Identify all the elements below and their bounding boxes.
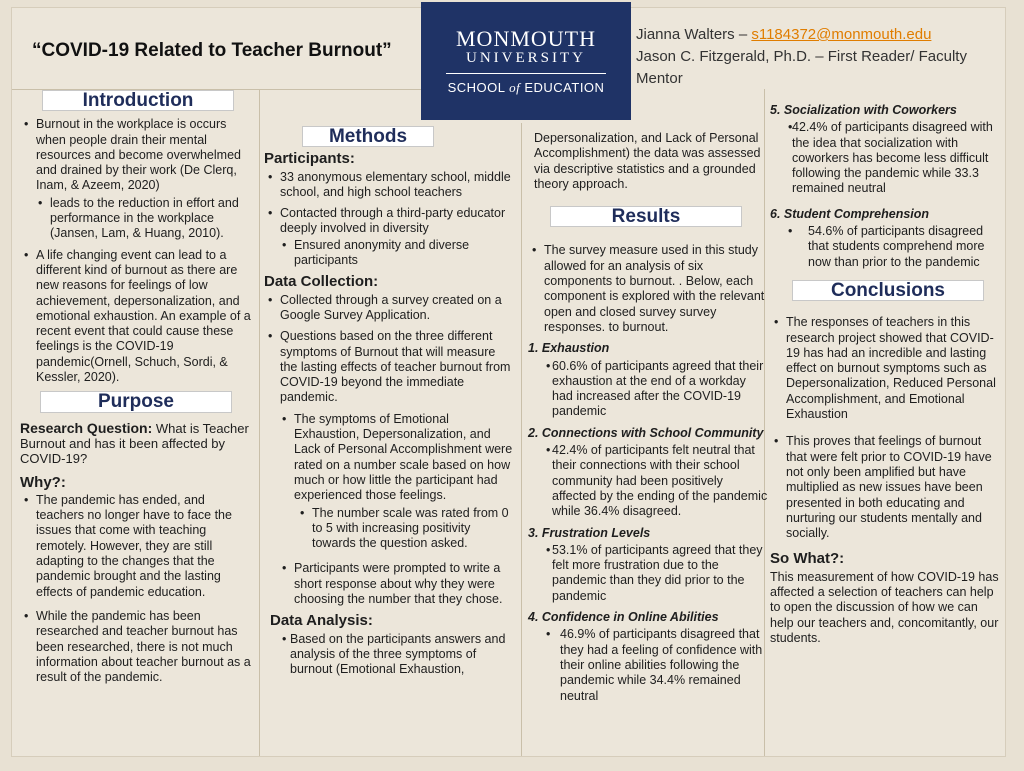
poster-title: “COVID-19 Related to Teacher Burnout” (32, 40, 392, 61)
result-4-title: 4. Confidence in Online Abilities (528, 610, 719, 625)
participants-label: Participants: (264, 150, 355, 168)
result-2-title: 2. Connections with School Community (528, 425, 764, 440)
author-block (636, 24, 996, 90)
list-item: • A life changing event can lead to a different kind of burnout as there are new reasons for feelings of low achievement, depersonalization, and emotional exhaustion. An example of a recent event that could cause these feelings is the COVID-19 pandemic(Ornell, Schuch, Sordi, & Kessler, 2020). (20, 248, 255, 386)
introduction-list (20, 117, 255, 385)
list-item: • Participants were prompted to write a short response about why they were choosing the number that they chose. (264, 561, 516, 607)
results-intro-list (528, 243, 768, 335)
logo-rule (446, 73, 606, 74)
so-what-label: So What?: (770, 550, 845, 568)
methods-heading: Methods (302, 126, 434, 147)
result-1-list (528, 359, 768, 420)
logo-university: UNIVERSITY (466, 50, 586, 66)
result-3-list (528, 543, 768, 604)
list-item: • Based on the participants answers and analysis of the three symptoms of burnout (Emotional Exhaustion, (264, 632, 516, 678)
list-item: • The pandemic has ended, and teachers no longer have to face the issues that come with teaching remotely. However, they are still adapting to the changes that the pandemic brought and the lasting effects of pandemic education. (20, 493, 255, 600)
author-1: Jianna Walters – s1184372@monmouth.edu (636, 26, 932, 43)
participants-list (264, 170, 516, 269)
result-5-list (770, 120, 1002, 196)
list-item: • Questions based on the three different symptoms of Burnout that will measure the lasting effects of teacher burnout from COVID-19 beyond the immediate pandemic. (264, 329, 516, 405)
list-item: • 54.6% of participants disagreed that students comprehend more now than prior to the pandemic (770, 224, 1002, 270)
list-item: • Ensured anonymity and diverse participants (264, 238, 516, 269)
list-item: • 33 anonymous elementary school, middle school, and high school teachers (264, 170, 516, 201)
introduction-heading: Introduction (42, 90, 234, 111)
result-6-title: 6. Student Comprehension (770, 206, 930, 221)
list-item: • 60.6% of participants agreed that their exhaustion at the end of a workday had increased after the COVID-19 pandemic (528, 359, 768, 420)
results-heading: Results (550, 206, 742, 227)
list-item: • The responses of teachers in this research project showed that COVID-19 has had an incredible and lasting effect on burnout symptoms such as Depersonalization, Reduced Personal Accomplishment, and Emotional Exhaustion (770, 315, 1002, 422)
list-item: • leads to the reduction in effort and performance in the workplace (Jansen, Lam, & Huang, 2010). (20, 196, 255, 242)
list-item: • 53.1% of participants agreed that they felt more frustration due to the pandemic than they did prior to the pandemic (528, 543, 768, 604)
list-item: • Contacted through a third-party educator deeply involved in diversity (264, 206, 516, 237)
data-analysis-list (264, 632, 516, 678)
list-item: • The symptoms of Emotional Exhaustion, Depersonalization, and Lack of Personal Accomplishment were rated on a number scale based on how much or how little the participant had experienced those feelings. (264, 412, 516, 504)
column-1 (20, 90, 255, 691)
column-3 (528, 131, 768, 710)
logo-monmouth: MONMOUTH (456, 26, 596, 51)
data-collection-list (264, 293, 516, 608)
result-3-title: 3. Frustration Levels (528, 525, 651, 540)
author-2: Jason C. Fitzgerald, Ph.D. – First Reader/ Faculty Mentor (636, 48, 967, 87)
list-item: • 42.4% of participants felt neutral that their connections with their school community had been positively affected by the ending of the pandemic while 36.4% disagreed. (528, 443, 768, 519)
why-label: Why?: (20, 473, 66, 491)
result-2-list (528, 443, 768, 519)
column-divider-2 (521, 123, 522, 756)
result-4-list (528, 627, 768, 703)
why-list (20, 493, 255, 686)
list-item: • The survey measure used in this study allowed for an analysis of six components to burnout. . Below, each component is explored with the relevant open and closed survey survey responses. to burnout. (528, 243, 768, 335)
conclusions-heading: Conclusions (792, 280, 984, 301)
conclusions-list (770, 315, 1002, 541)
so-what-text: This measurement of how COVID-19 has affected a selection of teachers can help to open the discussion of how we can help our teachers and, concomitantly, our students. (770, 569, 999, 645)
data-analysis-label: Data Analysis: (270, 612, 373, 630)
list-item: • 46.9% of participants disagreed that they had a feeling of confidence with their online abilities following the pandemic while 34.4% remained neutral (528, 627, 768, 703)
column-2 (264, 126, 516, 684)
result-5-title: 5. Socialization with Coworkers (770, 103, 957, 117)
list-item: • This proves that feelings of burnout that were felt prior to COVID-19 have not only been amplified but have multiplied as new issues have been presented in both educating and nurturing our students mentally and socially. (770, 434, 1002, 541)
column-4 (770, 99, 1002, 646)
result-6-list (770, 224, 1002, 270)
column-divider-1 (259, 89, 260, 756)
logo-school-of-education: SCHOOL of EDUCATION (447, 80, 605, 95)
data-analysis-continued: Depersonalization, and Lack of Personal Accomplishment) the data was assessed via descriptive statistics and a grounded theory approach. (534, 131, 761, 191)
list-item: • Collected through a survey created on a Google Survey Application. (264, 293, 516, 324)
list-item: • The number scale was rated from 0 to 5 with increasing positivity towards the question asked. (264, 506, 516, 552)
list-item: • 42.4% of participants disagreed with the idea that socialization with coworkers has become less difficult following the pandemic while 33.3 remained neutral (770, 120, 1002, 196)
research-question: Research Question: What is Teacher Burnout and has it been affected by COVID-19? (20, 419, 249, 467)
list-item: • Burnout in the workplace is occurs when people drain their mental resources and become overwhelmed and drained by their work (De Clerq, Inam, & Azeem, 2020) (20, 117, 255, 193)
result-1-title: 1. Exhaustion (528, 341, 610, 356)
author-email-link[interactable]: s1184372@monmouth.edu (751, 26, 932, 43)
data-collection-label: Data Collection: (264, 273, 379, 291)
university-logo (421, 2, 631, 120)
list-item: • While the pandemic has been researched and teacher burnout has been researched, there is not much information about teacher burnout as a result of the pandemic. (20, 609, 255, 685)
purpose-heading: Purpose (40, 391, 232, 412)
